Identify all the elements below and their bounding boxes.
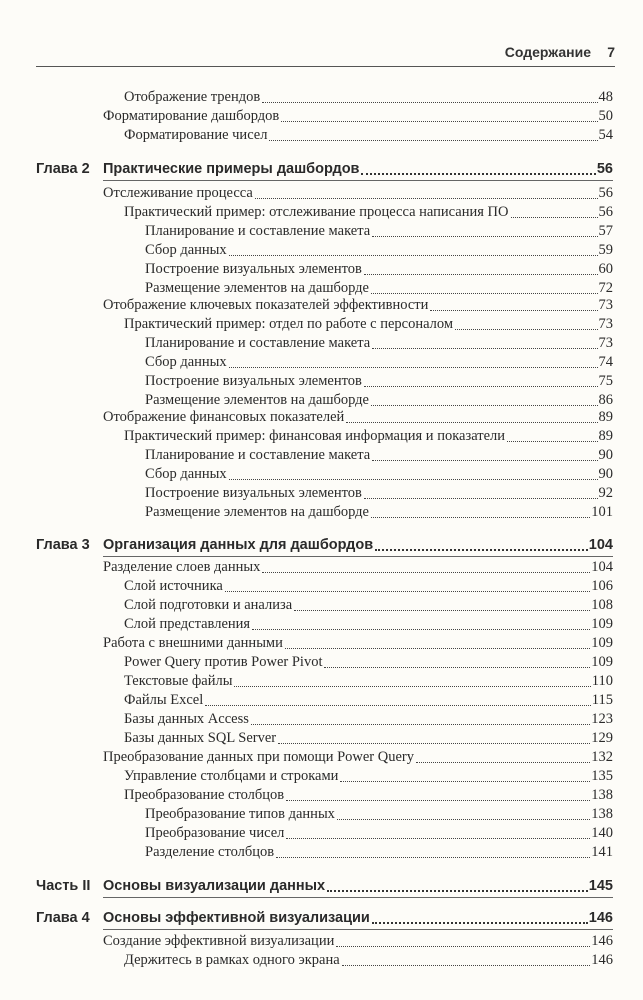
dot-leader [372, 922, 588, 924]
entry-title: Текстовые файлы [124, 673, 233, 689]
toc-chapter-entry[interactable] [0, 875, 643, 897]
entry-page-number: 73 [598, 297, 613, 313]
entry-page-number: 101 [591, 504, 613, 520]
header-rule [36, 66, 615, 67]
entry-title: Размещение элементов на дашборде [145, 504, 369, 520]
entry-page-number: 106 [591, 578, 613, 594]
dot-leader [361, 173, 595, 175]
dot-leader [371, 405, 598, 406]
entry-title: Слой представления [124, 616, 251, 632]
toc-entry[interactable] [0, 353, 643, 372]
entry-title: Создание эффективной визуализации [103, 933, 335, 949]
dot-leader [229, 367, 598, 368]
entry-title: Отображение финансовых показателей [103, 409, 345, 425]
dot-leader [455, 329, 597, 330]
entry-page-number: 59 [598, 242, 613, 258]
entry-title: Преобразование данных при помощи Power Query [103, 749, 414, 765]
toc-entry[interactable] [0, 672, 643, 691]
dot-leader [234, 686, 590, 687]
toc-chapter-entry[interactable] [0, 534, 643, 556]
entry-title: Разделение столбцов [145, 844, 275, 860]
entry-page-number: 74 [598, 354, 613, 370]
dot-leader [229, 479, 598, 480]
toc-chapter-entry[interactable] [0, 158, 643, 180]
toc-entry[interactable] [0, 951, 643, 970]
entry-title: Работа с внешними данными [103, 635, 283, 651]
entry-page-number: 146 [588, 910, 613, 926]
toc-entry[interactable] [0, 372, 643, 391]
toc-entry[interactable] [0, 465, 643, 484]
entry-title: Разделение слоев данных [103, 559, 261, 575]
entry-page-number: 104 [591, 559, 613, 575]
entry-page-number: 48 [598, 89, 613, 105]
entry-title: Держитесь в рамках одного экрана [124, 952, 340, 968]
header-page-number: 7 [607, 44, 615, 60]
entry-page-number: 138 [591, 806, 613, 822]
toc-entry[interactable] [0, 843, 643, 862]
entry-page-number: 123 [591, 711, 613, 727]
entry-title: Практический пример: финансовая информация и показатели [124, 428, 506, 444]
dot-leader [252, 629, 590, 630]
entry-title: Планирование и составление макета [145, 335, 371, 351]
dot-leader [364, 498, 598, 499]
entry-title: Размещение элементов на дашборде [145, 280, 369, 296]
entry-title: Построение визуальных элементов [145, 373, 362, 389]
dot-leader [294, 610, 590, 611]
entry-title: Построение визуальных элементов [145, 261, 362, 277]
entry-title: Практический пример: отдел по работе с персоналом [124, 316, 454, 332]
toc-entry[interactable] [0, 315, 643, 334]
toc-entry[interactable] [0, 184, 643, 203]
entry-title: Размещение элементов на дашборде [145, 392, 369, 408]
toc-entry[interactable] [0, 932, 643, 951]
toc-entry[interactable] [0, 748, 643, 767]
toc-entry[interactable] [0, 805, 643, 824]
entry-title: Преобразование столбцов [124, 787, 285, 803]
entry-page-number: 75 [598, 373, 613, 389]
toc-entry[interactable] [0, 126, 643, 145]
dot-leader [430, 310, 597, 311]
dot-leader [225, 591, 590, 592]
dot-leader [278, 743, 590, 744]
entry-page-number: 90 [598, 447, 613, 463]
chapter-label: Глава 4 [36, 910, 90, 926]
entry-title: Сбор данных [145, 354, 227, 370]
dot-leader [371, 517, 590, 518]
entry-page-number: 56 [596, 161, 613, 177]
entry-page-number: 140 [591, 825, 613, 841]
entry-title: Практический пример: отслеживание процесса написания ПО [124, 204, 509, 220]
toc-entry[interactable] [0, 427, 643, 446]
dot-leader [346, 422, 597, 423]
entry-title: Power Query против Power Pivot [124, 654, 323, 670]
entry-page-number: 129 [591, 730, 613, 746]
entry-title: Преобразование типов данных [145, 806, 335, 822]
dot-leader [229, 255, 598, 256]
entry-page-number: 92 [598, 485, 613, 501]
dot-leader [364, 386, 598, 387]
entry-page-number: 54 [598, 127, 613, 143]
dot-leader [262, 572, 590, 573]
toc-entry[interactable] [0, 691, 643, 710]
entry-title: Слой источника [124, 578, 223, 594]
chapter-rule [103, 929, 613, 930]
dot-leader [507, 441, 597, 442]
entry-page-number: 89 [598, 409, 613, 425]
toc-entry[interactable] [0, 710, 643, 729]
dot-leader [205, 705, 591, 706]
entry-title: Планирование и составление макета [145, 447, 371, 463]
entry-page-number: 86 [598, 392, 613, 408]
toc-entry[interactable] [0, 334, 643, 353]
entry-page-number: 56 [598, 185, 613, 201]
chapter-rule [103, 897, 613, 898]
entry-title: Преобразование чисел [145, 825, 285, 841]
toc-entry[interactable] [0, 729, 643, 748]
toc-entry[interactable] [0, 558, 643, 577]
entry-title: Управление столбцами и строками [124, 768, 339, 784]
entry-page-number: 146 [591, 933, 613, 949]
toc-entry[interactable] [0, 222, 643, 241]
entry-title: Форматирование чисел [124, 127, 268, 143]
entry-page-number: 56 [598, 204, 613, 220]
chapter-label: Часть II [36, 878, 91, 894]
entry-title: Отображение трендов [124, 89, 261, 105]
entry-title: Основы визуализации данных [103, 878, 326, 894]
toc-entry[interactable] [0, 296, 643, 315]
toc-entry[interactable] [0, 653, 643, 672]
dot-leader [371, 293, 598, 294]
entry-title: Базы данных Access [124, 711, 249, 727]
header-title: Содержание [504, 44, 591, 60]
dot-leader [372, 460, 597, 461]
entry-title: Организация данных для дашбордов [103, 537, 374, 553]
entry-title: Базы данных SQL Server [124, 730, 277, 746]
dot-leader [281, 121, 597, 122]
entry-page-number: 72 [598, 280, 613, 296]
dot-leader [340, 781, 590, 782]
dot-leader [324, 667, 590, 668]
chapter-label: Глава 3 [36, 537, 90, 553]
dot-leader [269, 140, 597, 141]
toc-entry[interactable] [0, 446, 643, 465]
entry-page-number: 73 [598, 335, 613, 351]
entry-page-number: 110 [591, 673, 613, 689]
entry-title: Отслеживание процесса [103, 185, 253, 201]
entry-title: Форматирование дашбордов [103, 108, 280, 124]
dot-leader [327, 890, 588, 892]
dot-leader [251, 724, 590, 725]
entry-page-number: 135 [591, 768, 613, 784]
toc-entry[interactable] [0, 824, 643, 843]
entry-title: Файлы Excel [124, 692, 204, 708]
entry-page-number: 104 [588, 537, 613, 553]
dot-leader [375, 549, 588, 551]
toc-entry[interactable] [0, 596, 643, 615]
entry-page-number: 108 [591, 597, 613, 613]
toc-entry[interactable] [0, 634, 643, 653]
entry-title: Построение визуальных элементов [145, 485, 362, 501]
chapter-rule [103, 180, 613, 181]
toc-entry[interactable] [0, 408, 643, 427]
dot-leader [276, 857, 590, 858]
entry-page-number: 90 [598, 466, 613, 482]
dot-leader [336, 946, 590, 947]
entry-page-number: 145 [588, 878, 613, 894]
toc-entry[interactable] [0, 260, 643, 279]
entry-page-number: 50 [598, 108, 613, 124]
toc-entry[interactable] [0, 767, 643, 786]
entry-title: Основы эффективной визуализации [103, 910, 370, 926]
entry-page-number: 146 [591, 952, 613, 968]
dot-leader [337, 819, 590, 820]
toc-entry[interactable] [0, 88, 643, 107]
toc-entry[interactable] [0, 577, 643, 596]
entry-title: Сбор данных [145, 466, 227, 482]
toc-entry[interactable] [0, 241, 643, 260]
entry-title: Отображение ключевых показателей эффективности [103, 297, 429, 313]
entry-title: Практические примеры дашбордов [103, 161, 360, 177]
entry-page-number: 115 [591, 692, 613, 708]
entry-page-number: 138 [591, 787, 613, 803]
entry-title: Слой подготовки и анализа [124, 597, 293, 613]
entry-title: Сбор данных [145, 242, 227, 258]
dot-leader [286, 838, 590, 839]
dot-leader [364, 274, 598, 275]
toc-entry[interactable] [0, 615, 643, 634]
dot-leader [285, 648, 590, 649]
running-header [0, 44, 643, 68]
entry-page-number: 109 [591, 635, 613, 651]
toc-entry[interactable] [0, 203, 643, 222]
dot-leader [255, 198, 598, 199]
entry-page-number: 89 [598, 428, 613, 444]
toc-entry[interactable] [0, 107, 643, 126]
chapter-label: Глава 2 [36, 161, 90, 177]
chapter-rule [103, 556, 613, 557]
entry-title: Планирование и составление макета [145, 223, 371, 239]
entry-page-number: 60 [598, 261, 613, 277]
entry-page-number: 57 [598, 223, 613, 239]
dot-leader [286, 800, 590, 801]
dot-leader [372, 236, 597, 237]
toc-entry[interactable] [0, 484, 643, 503]
dot-leader [416, 762, 590, 763]
dot-leader [511, 217, 598, 218]
entry-page-number: 109 [591, 654, 613, 670]
toc-entry[interactable] [0, 503, 643, 522]
entry-page-number: 73 [598, 316, 613, 332]
entry-page-number: 132 [591, 749, 613, 765]
toc-chapter-entry[interactable] [0, 907, 643, 929]
entry-page-number: 141 [591, 844, 613, 860]
dot-leader [372, 348, 597, 349]
toc-entry[interactable] [0, 786, 643, 805]
dot-leader [342, 965, 591, 966]
dot-leader [262, 102, 597, 103]
entry-page-number: 109 [591, 616, 613, 632]
